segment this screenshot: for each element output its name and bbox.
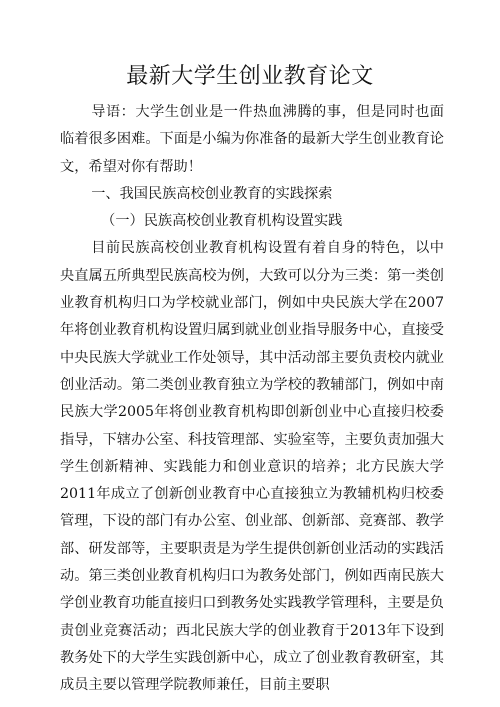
body-paragraph: 目前民族高校创业教育机构设置有着自身的特色，以中央直属五所典型民族高校为例，大致可以分为三类：第一类创业教育机构归口为学校就业部门，例如中央民族大学在2007年将创业教育机构设置归属到就业创业指导服务中心，直接受中央民族大学就业工作处领导，其中活动部主要负责校内就业创业活动。第二类创业教育独立为学校的教辅部门，例如中南民族大学2005年将创业教育机构即创新创业中心直接归校委指导，下辖办公室、科技管理部、实验室等，主要负责加强大学生创新精神、实践能力和创业意识的培养；北方民族大学2011年成立了创新创业教育中心直接独立为教辅机构归校委管理，下设的部门有办公室、创业部、创新部、竞赛部、教学部、研发部等，主要职责是为学生提供创新创业活动的实践活动。第三类创业教育机构归口为教务处部门，例如西南民族大学创业教育功能直接归口到教务处实践教学管理科，主要是负责创业竞赛活动；西北民族大学的创业教育于2013年下设到教务处下的大学生实践创新中心，成立了创业教育教研室，其成员主要以管理学院教师兼任，目前主要职: [60, 240, 444, 694]
document-title: 最新大学生创业教育论文: [126, 64, 374, 89]
intro-paragraph: 导语：大学生创业是一件热血沸腾的事，但是同时也面临着很多困难。下面是小编为你准备的最新大学生创业教育论文，希望对你有帮助！: [60, 104, 444, 175]
document-body: [60, 99, 444, 700]
section-heading: 一、我国民族高校创业教育的实践探索: [91, 185, 333, 202]
subsection-heading: （一）民族高校创业教育机构设置实践: [101, 213, 343, 230]
